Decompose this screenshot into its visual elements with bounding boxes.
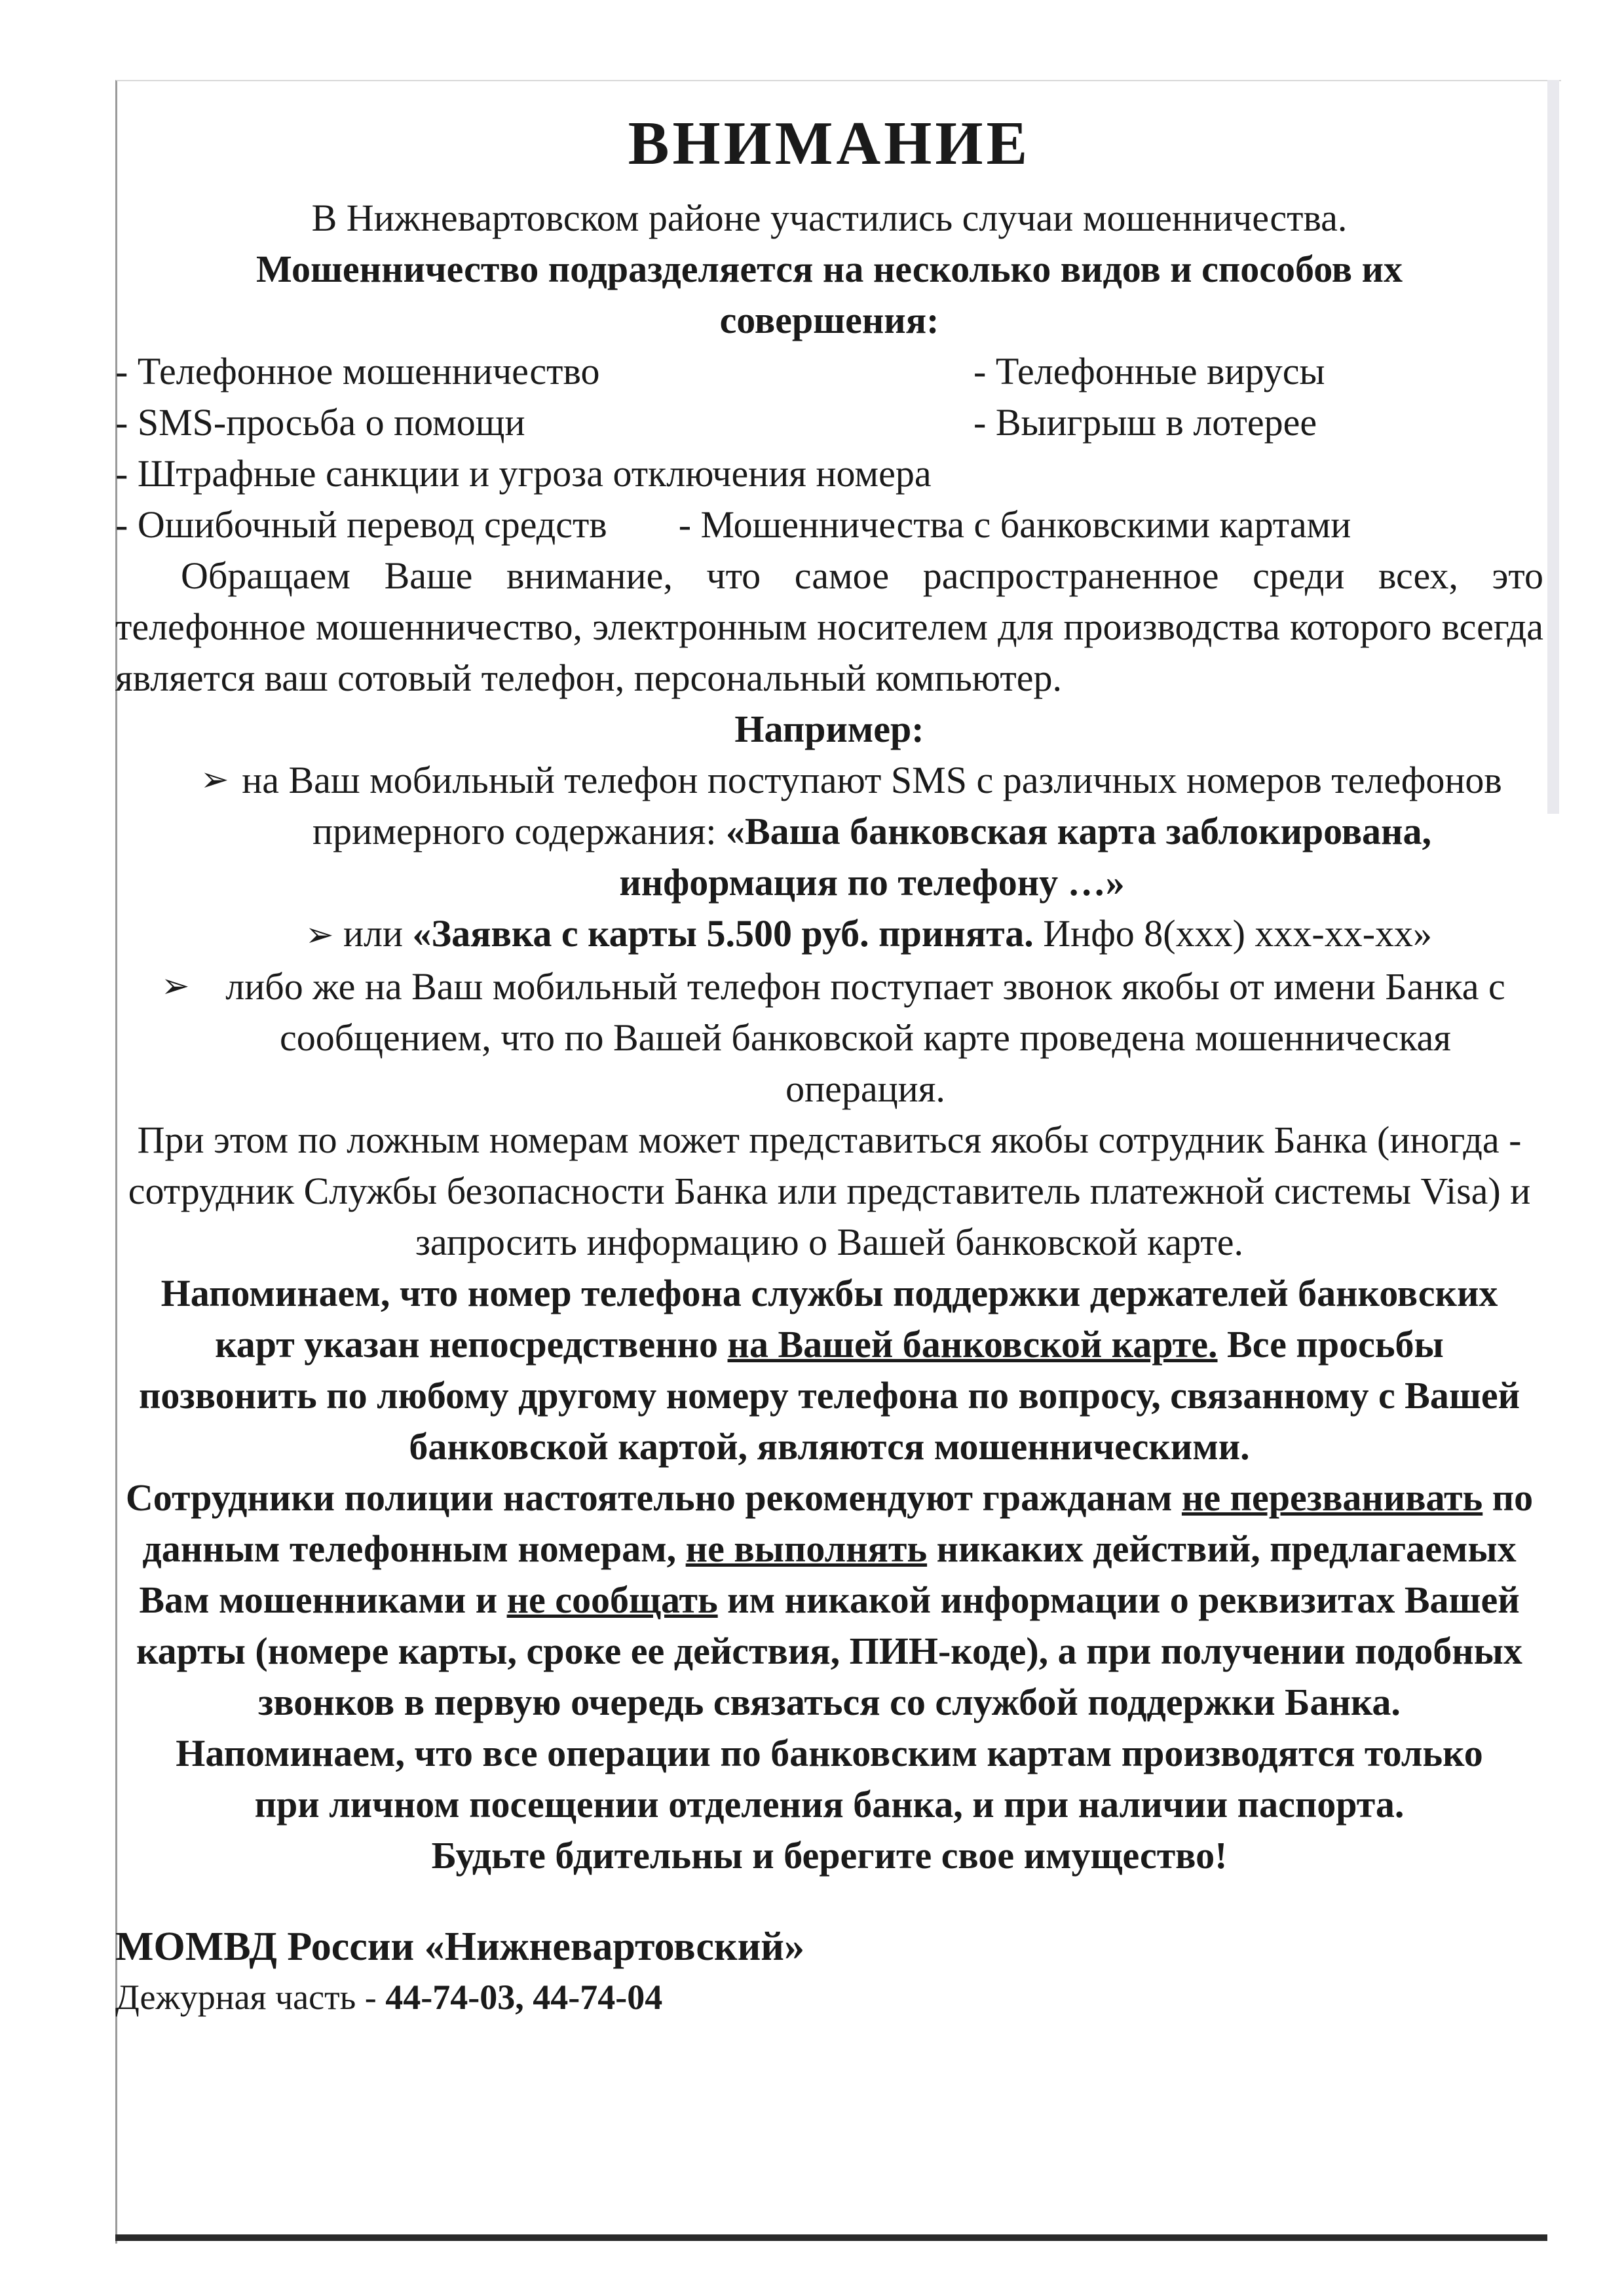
police-advice-emphasis: не сообщать (506, 1578, 718, 1621)
police-advice-text: им никакой информации о реквизитах Вашей карты (номере карты, сроке ее действия, ПИН-коде), а при получении подобных звонков в первую очередь связаться со службой поддержки Банка. (136, 1578, 1522, 1723)
operations-reminder: Напоминаем, что все операции по банковским картам производятся только при личном посещении отделения банка, и при наличии паспорта. (176, 1732, 1483, 1826)
example-prefix: или (343, 912, 413, 955)
fraud-type-item: - Штрафные санкции и угроза отключения номера (115, 452, 932, 495)
closing-line: Будьте бдительны и берегите свое имущество! (431, 1834, 1228, 1877)
scan-edge (115, 2234, 1547, 2241)
fraud-type-item: - Телефонное мошенничество (115, 350, 600, 392)
arrow-bullet-icon: ➢ (161, 968, 190, 1005)
duty-phones: 44-74-03, 44-74-04 (385, 1978, 663, 2017)
intro-text: В Нижневартовском районе участились случаи мошенничества. (311, 197, 1348, 239)
support-reminder-emphasis: на Вашей банковской карте. (727, 1323, 1218, 1366)
example-text: либо же на Ваш мобильный телефон поступает звонок якобы от имени Банка с сообщением, что по Вашей банковской карте проведена мошенническая операция. (225, 965, 1505, 1110)
duty-label: Дежурная часть - (115, 1978, 386, 2017)
organization-name: МОМВД России «Нижневартовский» (115, 1924, 805, 1969)
fraud-types-row (115, 397, 1543, 448)
scan-edge (1547, 80, 1559, 814)
example-item (115, 908, 1543, 961)
fraud-types-row (115, 346, 1543, 397)
example-text: на Ваш мобильный телефон поступают SMS с различных номеров телефонов примерного содержания: (242, 759, 1502, 852)
support-reminder-text: Все просьбы позвонить по любому другому номеру телефона по вопросу, связанному с Вашей банковской картой, являются мошенническими. (139, 1323, 1520, 1468)
example-quote: «Ваша банковская карта заблокирована, информация по телефону …» (619, 810, 1431, 904)
arrow-bullet-icon: ➢ (200, 761, 229, 799)
footer (115, 1921, 1543, 2021)
example-item (115, 755, 1543, 908)
notice-page (115, 80, 1543, 2236)
fraud-type-item: - Телефонные вирусы (973, 350, 1325, 392)
support-reminder-text: Напоминаем, что номер телефона службы поддержки держателей банковских карт указан непосредственно (161, 1272, 1498, 1366)
police-advice-emphasis: не выполнять (685, 1527, 928, 1570)
police-advice-text: Сотрудники полиции настоятельно рекомендуют гражданам (125, 1476, 1182, 1519)
impostor-paragraph: При этом по ложным номерам может представиться якобы сотрудник Банка (иногда - сотрудник Службы безопасности Банка или представитель платежной системы Visa) и запросить информацию о Вашей банковской карте. (128, 1119, 1531, 1263)
police-advice-text: никаких действий, предлагаемых Вам мошенниками и (139, 1527, 1517, 1621)
fraud-type-item: - SMS-просьба о помощи (115, 401, 525, 444)
fraud-type-item: - Мошенничества с банковскими картами (678, 503, 1351, 546)
page-title: ВНИМАНИЕ (628, 109, 1031, 178)
fraud-types-list (115, 346, 1543, 550)
fraud-type-item: - Выигрыш в лотерее (973, 401, 1317, 444)
example-heading: Например: (734, 708, 924, 750)
police-advice-emphasis: не перезванивать (1181, 1476, 1483, 1519)
example-item (115, 961, 1543, 1115)
types-heading: Мошенничество подразделяется на несколько видов и способов их совершения: (255, 248, 1403, 341)
fraud-type-item: - Ошибочный перевод средств (115, 503, 607, 546)
example-text: Инфо 8(ххх) ххх-хх-хх» (1033, 912, 1433, 955)
support-reminder (115, 1268, 1543, 1472)
arrow-bullet-icon: ➢ (305, 917, 334, 954)
police-advice (115, 1472, 1543, 1728)
fraud-types-row (115, 499, 1543, 550)
police-advice-text: по данным телефонным номерам, (142, 1476, 1534, 1570)
example-quote: «Заявка с карты 5.500 руб. принята. (412, 912, 1034, 955)
attention-paragraph: Обращаем Ваше внимание, что самое распространенное среди всех, это телефонное мошенничество, электронным носителем для производства которого всегда является ваш сотовый телефон, персональный компьютер. (115, 554, 1543, 699)
duty-contacts (115, 1973, 1543, 2021)
